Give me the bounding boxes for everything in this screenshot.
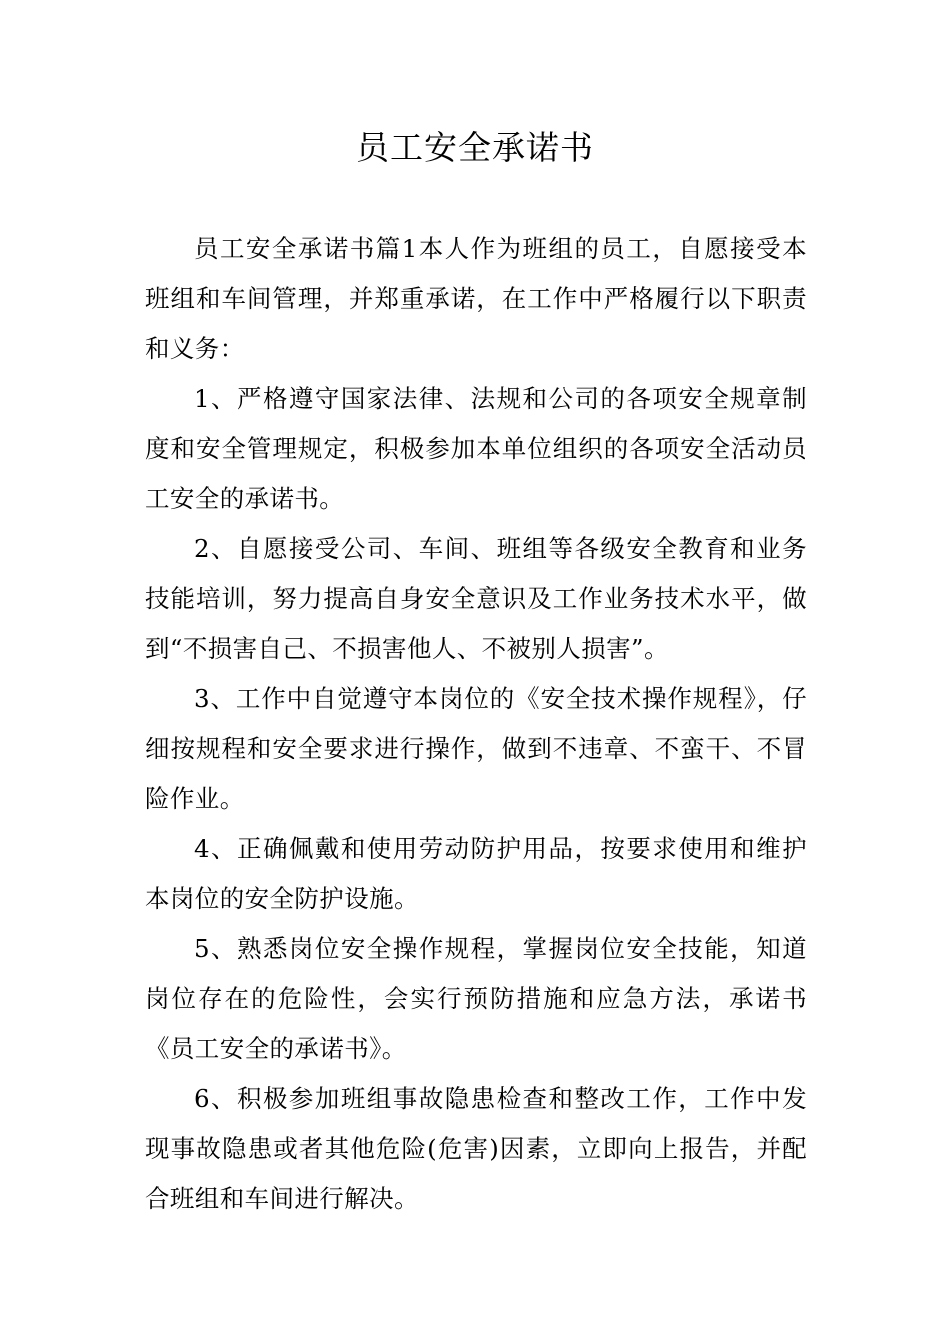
clause-3-paragraph: 3、工作中自觉遵守本岗位的《安全技术操作规程》，仔细按规程和安全要求进行操作，做到不违章、不蛮干、不冒险作业。 [145, 684, 807, 813]
intro-paragraph: 员工安全承诺书篇1本人作为班组的员工，自愿接受本班组和车间管理，并郑重承诺，在工作中严格履行以下职责和义务： [145, 234, 807, 363]
document-body [145, 224, 807, 1224]
document-title: 员工安全承诺书 [356, 128, 594, 167]
clause-5-paragraph: 5、熟悉岗位安全操作规程，掌握岗位安全技能，知道岗位存在的危险性，会实行预防措施和应急方法，承诺书《员工安全的承诺书》。 [145, 934, 807, 1063]
clause-1-paragraph: 1、严格遵守国家法律、法规和公司的各项安全规章制度和安全管理规定，积极参加本单位组织的各项安全活动员工安全的承诺书。 [145, 384, 807, 513]
clause-6-paragraph: 6、积极参加班组事故隐患检查和整改工作，工作中发现事故隐患或者其他危险(危害)因素，立即向上报告，并配合班组和车间进行解决。 [145, 1084, 807, 1213]
clause-4-paragraph: 4、正确佩戴和使用劳动防护用品，按要求使用和维护本岗位的安全防护设施。 [145, 834, 807, 913]
clause-2-paragraph: 2、自愿接受公司、车间、班组等各级安全教育和业务技能培训，努力提高自身安全意识及工作业务技术水平，做到“不损害自己、不损害他人、不被别人损害”。 [145, 534, 807, 663]
